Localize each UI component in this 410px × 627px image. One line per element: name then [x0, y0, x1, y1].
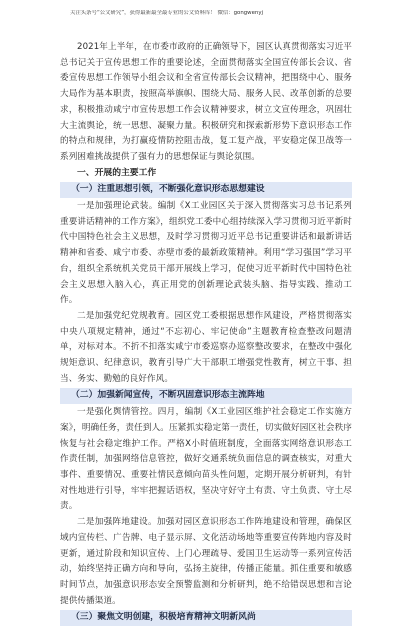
- intro-paragraph: 2021年上半年，在市委市政府的正确领导下，园区认真贯彻落实习近平总书记关于宣传思想工作的重要论述，全面贯彻落实全国宣传部长会议、省委宣传思想工作领导小组会议和全省宣传部长会议精神，把围绕中心、服务大局作为基本职责，按照高举旗帜、围绕大局、服务人民、改革创新的总要求，积极推动咸宁市宣传思想工作会议精神要求，树立文宣传理念，巩固壮大主流舆论，统一思想、凝聚力量。积极研究和探索新形势下意识形态工作的特点和规律，为打赢疫情防控阻击战，复工复产战，平安稳定保卫战等一系列困难挑战提供了强有力的思想保证与舆论氛围。: [60, 42, 352, 162]
- subsection-heading-1: （一）注重思想引领，不断强化意识形态思想建设: [60, 182, 352, 198]
- subsection-heading-2: （二）加强新闻宣传，不断巩固意识形态主流阵地: [60, 388, 352, 404]
- paragraph-theory: 一是加强理论武装。编制《X工业园区关于深入贯彻落实习总书记系列重要讲话精神的工作方案》，组织党工委中心组持续深入学习贯彻习近平新时代中国特色社会主义思想，及时学习贯彻习近平总书记重要讲话和最新讲话精神和省委、咸宁市委、赤壁市委的最新政策精神。利用“学习强国”学习平台，组织全系统机关党员干部开展线上学习，促使习近平新时代中国特色社会主义思想入脑入心，真正用党的创新理论武装头脑、指导实践、推动工作。: [60, 201, 352, 306]
- paragraph-discipline: 二是加强党纪党规教育。园区党工委根据思想作风建设，严格贯彻落实中央八项规定精神，通过“不忘初心、牢记使命”主题教育检查整改问题清单，对标对本。不折不扣落实咸宁市委巡察办巡察整改要求，在整改中强化规矩意识、纪律意识，教育引导广大干部职工增强党性教育，树立干事、担当、务实、勤勉的良好作风。: [60, 310, 352, 384]
- paragraph-public-opinion: 一是强化舆情管控。四月，编制《X工业园区维护社会稳定工作实施方案》，明确任务，责任到人。压紧抓实稳定第一责任，切实做好园区社会秩序恢复与社会稳定维护工作。严格X小时值班制度，全面落实网络意识形态工作责任制，加强网络信息管控，做好交通系统负面信息的调查核实，对重大事件、重要情况、重要社情民意倾向苗头性问题，定期开展分析研判，有针对性地进行引导，牢牢把握话语权，坚决守好守土有责、守土负责、守土尽责。: [60, 407, 352, 512]
- header-banner: 关注头条号“公文研究”，获得最新最全最专业的公文资料库！ 微信：gongwenyj: [70, 10, 264, 16]
- document-body: [60, 40, 352, 627]
- section-heading: 一、开展的主要工作: [77, 167, 157, 178]
- subsection-heading-3: （三）聚焦文明创建，积极培育精神文明新风尚: [60, 610, 352, 626]
- paragraph-position-building: 二是加强阵地建设。加强对园区意识形态工作阵地建设和管理，确保区域内宣传栏、广告牌、电子显示屏、文化活动场地等重要宣传阵地内容及时更新，通过阶段和知识宣传、上门心理疏导、爱国卫生运动等一系列宣传活动，始终坚持正确方向和导向，弘扬主旋律，传播正能量。抓住重要和敏感时间节点，加强意识形态安全预警监测和分析研判，绝不给错误思想和言论提供传播渠道。: [60, 517, 352, 606]
